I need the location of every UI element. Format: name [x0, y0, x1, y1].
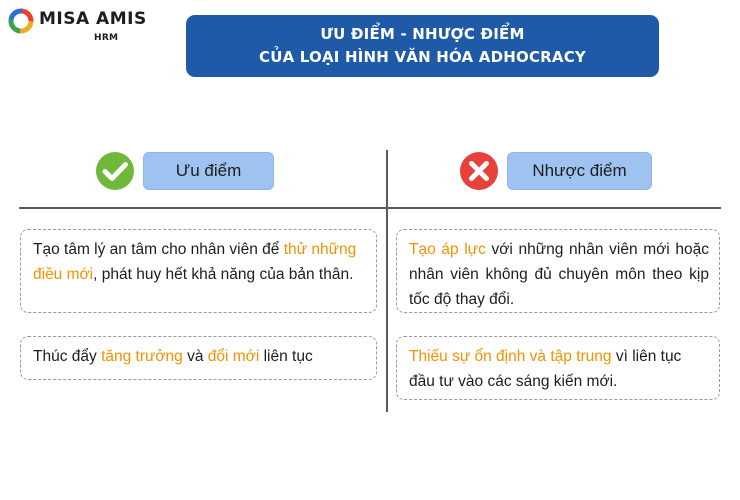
pros-2-text-end: liên tục: [259, 348, 313, 365]
pros-label: Ưu điểm: [143, 152, 274, 190]
pros-2-highlight-growth: tăng trưởng: [101, 348, 183, 365]
cons-label: Nhược điểm: [507, 152, 652, 190]
title-line-2: CỦA LOẠI HÌNH VĂN HÓA ADHOCRACY: [258, 48, 586, 66]
cons-2-text: vì liên tục đầu tư vào các sáng kiến mới.: [409, 348, 682, 390]
cons-card-2: [396, 336, 720, 400]
cons-header: [459, 150, 652, 192]
x-circle-icon: [459, 151, 499, 191]
pros-card-2: [20, 336, 377, 380]
pros-1-highlight: thử những điều mới: [33, 241, 357, 283]
misa-logo-mark-icon: [8, 8, 34, 34]
cons-2-highlight: Thiếu sự ổn định và tập trung: [409, 348, 612, 365]
brand-name: MISA AMIS: [39, 9, 147, 29]
pros-2-text: Thúc đẩy: [33, 348, 102, 365]
pros-2-highlight-innovation: đổi mới: [207, 348, 260, 365]
title-banner: [186, 15, 659, 77]
check-circle-icon: [95, 151, 135, 191]
horizontal-divider: [19, 207, 721, 209]
vertical-divider: [386, 150, 388, 412]
cons-1-highlight: Tạo áp lực: [409, 241, 486, 258]
pros-2-text-mid: và: [182, 348, 208, 365]
misa-amis-logo: [8, 8, 148, 48]
title-line-1: ƯU ĐIỂM - NHƯỢC ĐIỂM: [320, 25, 525, 43]
cons-1-text: với những nhân viên mới hoặc nhân viên không đủ chuyên môn theo kịp tốc độ thay đổi.: [409, 241, 709, 308]
pros-1-text-end: , phát huy hết khả năng của bản thân.: [93, 266, 354, 283]
pros-1-text: Tạo tâm lý an tâm cho nhân viên để: [33, 241, 284, 258]
cons-card-1: [396, 229, 720, 313]
pros-header: [95, 150, 274, 192]
pros-card-1: [20, 229, 377, 313]
brand-subname: HRM: [94, 33, 119, 43]
